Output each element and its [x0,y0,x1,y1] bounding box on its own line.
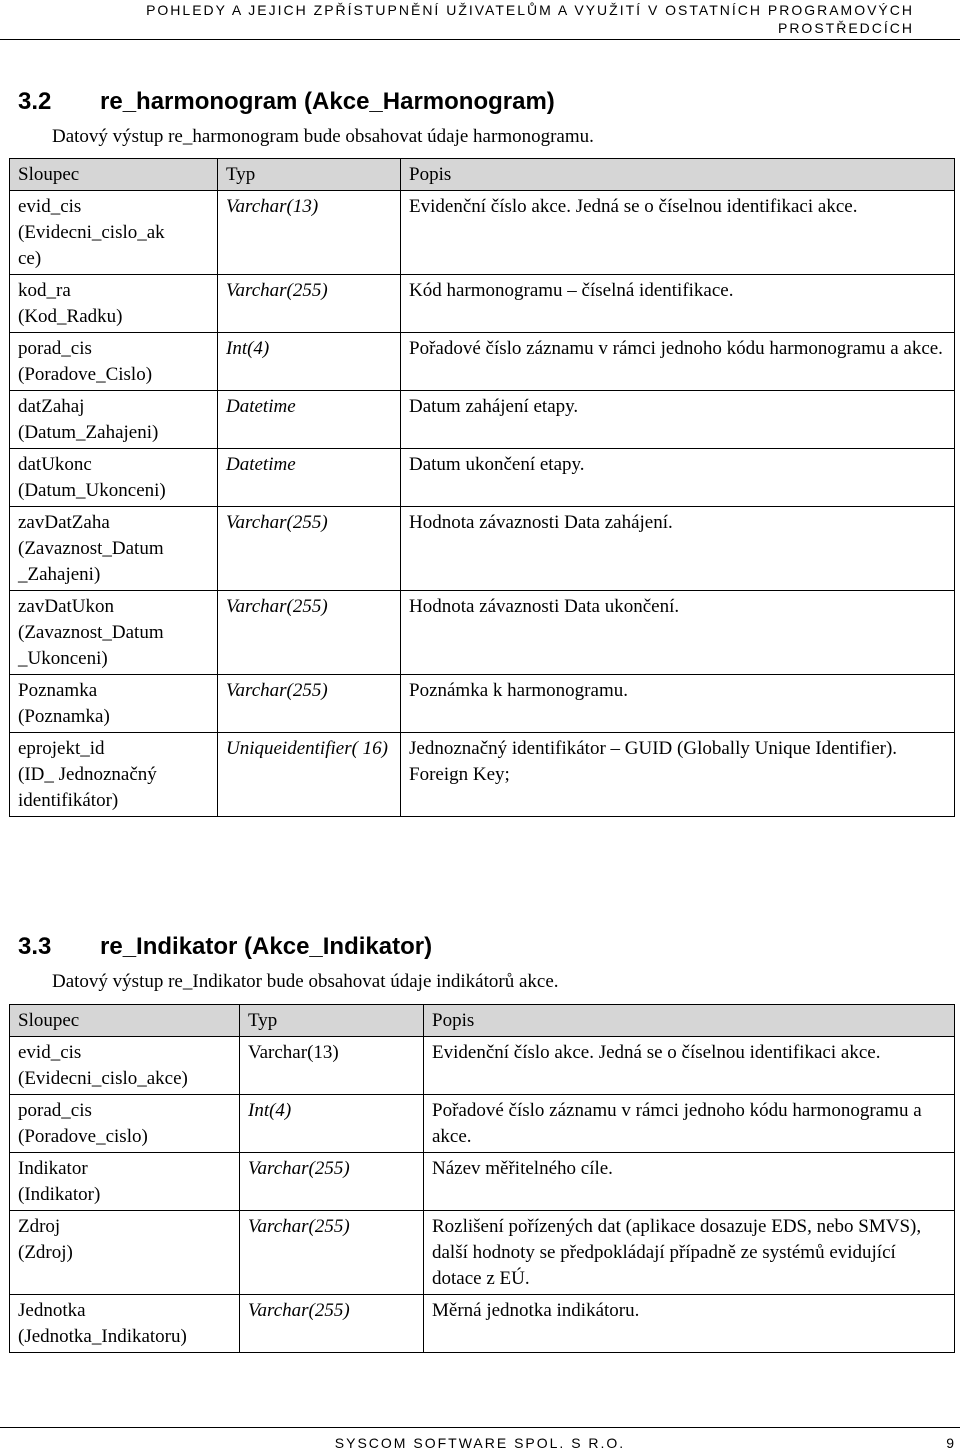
cell-typ: Uniqueidentifier( 16) [218,733,401,817]
column-name-line: (Zavaznost_Datum [18,622,164,643]
column-name-line: (Poznamka) [18,706,110,727]
description-line: Pořadové číslo záznamu v rámci jednoho kódu harmonogramu a akce. [409,338,943,359]
table-row [10,733,955,817]
cell-popis [424,1295,955,1353]
column-name-line: Poznamka [18,680,98,701]
page-header [0,0,960,40]
table-row [10,391,955,449]
header-typ: Typ [218,159,401,191]
column-name-line: _Ukonceni) [18,648,108,669]
cell-typ: Varchar(255) [240,1153,424,1211]
indikator-table [9,1004,955,1353]
page-footer [0,1427,960,1453]
cell-sloupec [10,591,218,675]
column-name-line: zavDatZaha [18,512,110,533]
description-line: Evidenční číslo akce. Jedná se o číselnou identifikaci akce. [409,196,858,217]
cell-sloupec [10,1295,240,1353]
cell-popis [401,507,955,591]
table-row [10,675,955,733]
page-number: 9 [946,1435,954,1451]
table-header-row [10,159,955,191]
header-title: POHLEDY A JEJICH ZPŘÍSTUPNĚNÍ UŽIVATELŮM A VYUŽITÍ V OSTATNÍCH PROGRAMOVÝCH PROSTŘEDCÍCH [146,2,914,36]
cell-typ: Varchar(13) [240,1037,424,1095]
column-name-line: Zdroj [18,1216,61,1237]
table-row [10,507,955,591]
column-name-line: Jednotka [18,1300,86,1321]
column-name-line: evid_cis [18,1042,82,1063]
description-line: Datum ukončení etapy. [409,454,585,475]
description-line: Foreign Key; [409,764,510,785]
cell-popis [401,191,955,275]
cell-sloupec [10,1095,240,1153]
cell-typ: Varchar(255) [218,591,401,675]
column-name-line: (Indikator) [18,1184,101,1205]
header-typ: Typ [240,1005,424,1037]
cell-typ: Varchar(13) [218,191,401,275]
description-line: Rozlišení pořízených dat (aplikace dosazuje EDS, nebo SMVS), další hodnoty se předpokládají případně ze systémů evidující dotace z EÚ. [432,1216,922,1289]
cell-typ: Varchar(255) [218,275,401,333]
header-rule [0,39,960,40]
cell-popis [401,591,955,675]
column-name-line: (Zavaznost_Datum [18,538,164,559]
column-name-line: (Poradove_Cislo) [18,364,153,385]
column-name-line: (ID_ Jednoznačný identifikátor) [18,764,157,811]
cell-typ: Int(4) [218,333,401,391]
cell-sloupec [10,1037,240,1095]
column-name-line: (Datum_Ukonceni) [18,480,166,501]
table-row [10,449,955,507]
column-name-line: porad_cis [18,338,92,359]
description-line: Evidenční číslo akce. Jedná se o číselnou identifikaci akce. [432,1042,881,1063]
header-sloupec: Sloupec [10,159,218,191]
section-title: re_harmonogram (Akce_Harmonogram) [100,88,555,115]
cell-typ: Datetime [218,449,401,507]
cell-popis [424,1095,955,1153]
table-row [10,275,955,333]
column-name-line: kod_ra [18,280,71,301]
cell-popis [401,391,955,449]
description-line: Hodnota závaznosti Data zahájení. [409,512,673,533]
cell-popis [424,1211,955,1295]
cell-popis [401,675,955,733]
description-line: Poznámka k harmonogramu. [409,680,628,701]
description-line: Pořadové číslo záznamu v rámci jednoho kódu harmonogramu a akce. [432,1100,922,1147]
header-popis: Popis [424,1005,955,1037]
section-heading-3-2 [18,88,555,116]
cell-sloupec [10,507,218,591]
harmonogram-table [9,158,955,817]
table-row [10,591,955,675]
column-name-line: (Evidecni_cislo_akce) [18,1068,188,1089]
cell-sloupec [10,675,218,733]
table-row [10,1153,955,1211]
cell-popis [424,1153,955,1211]
cell-sloupec [10,1153,240,1211]
column-name-line: evid_cis [18,196,82,217]
cell-sloupec [10,191,218,275]
cell-popis [401,449,955,507]
description-line: Název měřitelného cíle. [432,1158,613,1179]
description-line: Datum zahájení etapy. [409,396,579,417]
section-number: 3.2 [18,88,52,115]
table-row [10,1095,955,1153]
footer-rule [0,1427,960,1428]
section-title: re_Indikator (Akce_Indikator) [100,933,433,960]
table-row [10,1211,955,1295]
column-name-line: (Zdroj) [18,1242,73,1263]
cell-typ: Varchar(255) [218,507,401,591]
header-sloupec: Sloupec [10,1005,240,1037]
column-name-line: (Kod_Radku) [18,306,123,327]
description-line: Kód harmonogramu – číselná identifikace. [409,280,734,301]
section-number: 3.3 [18,933,52,960]
column-name-line: (Poradove_cislo) [18,1126,148,1147]
description-line: Jednoznačný identifikátor – GUID (Globally Unique Identifier). [409,738,898,759]
cell-typ: Varchar(255) [218,675,401,733]
header-popis: Popis [401,159,955,191]
column-name-line: ce) [18,248,42,269]
footer-company: SYSCOM SOFTWARE SPOL. S R.O. [334,1435,626,1451]
table-row [10,1295,955,1353]
column-name-line: porad_cis [18,1100,92,1121]
section-intro: Datový výstup re_Indikator bude obsahovat údaje indikátorů akce. [52,971,559,992]
cell-popis [401,333,955,391]
column-name-line: (Datum_Zahajeni) [18,422,159,443]
column-name-line: eprojekt_id [18,738,105,759]
section-intro: Datový výstup re_harmonogram bude obsahovat údaje harmonogramu. [52,126,594,147]
column-name-line: (Evidecni_cislo_ak [18,222,165,243]
column-name-line: _Zahajeni) [18,564,101,585]
cell-sloupec [10,449,218,507]
cell-sloupec [10,391,218,449]
cell-sloupec [10,275,218,333]
table-row [10,333,955,391]
cell-typ: Datetime [218,391,401,449]
column-name-line: datUkonc [18,454,92,475]
table-header-row [10,1005,955,1037]
cell-popis [424,1037,955,1095]
column-name-line: datZahaj [18,396,85,417]
cell-typ: Int(4) [240,1095,424,1153]
column-name-line: (Jednotka_Indikatoru) [18,1326,187,1347]
cell-popis [401,275,955,333]
cell-sloupec [10,333,218,391]
cell-typ: Varchar(255) [240,1295,424,1353]
section-heading-3-3 [18,933,432,961]
description-line: Hodnota závaznosti Data ukončení. [409,596,680,617]
table-row [10,191,955,275]
cell-popis [401,733,955,817]
cell-sloupec [10,1211,240,1295]
description-line: Měrná jednotka indikátoru. [432,1300,640,1321]
table-row [10,1037,955,1095]
cell-sloupec [10,733,218,817]
column-name-line: zavDatUkon [18,596,115,617]
cell-typ: Varchar(255) [240,1211,424,1295]
column-name-line: Indikator [18,1158,88,1179]
